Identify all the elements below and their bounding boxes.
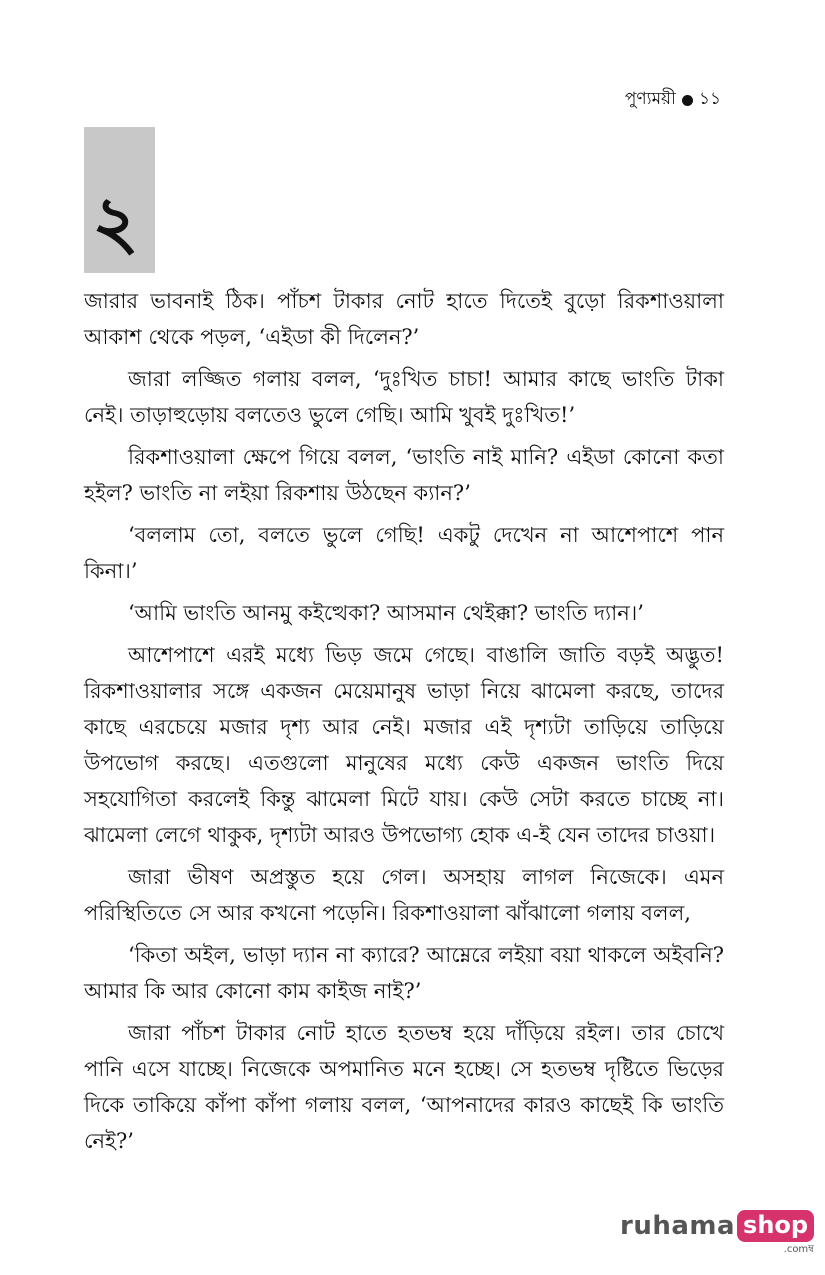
page-number: ১১ [698,89,721,109]
logo-domain: .comম্ব [783,1244,815,1255]
paragraph: জারার ভাবনাই ঠিক। পাঁচশ টাকার নোট হাতে দিতেই বুড়ো রিকশাওয়ালা আকাশ থেকে পড়ল, ‘এইডা কী দিলেন?’ [84,289,724,349]
running-header [625,86,721,114]
bullet-dot [682,95,693,106]
paragraph: জারা পাঁচশ টাকার নোট হাতে হতভম্ব হয়ে দাঁড়িয়ে রইল। তার চোখে পানি এসে যাচ্ছে। নিজেকে অপমানিত মনে হচ্ছে। সে হতভম্ব দৃষ্টিতে ভিড়ের দিকে তাকিয়ে কাঁপা কাঁপা গলায় বলল, ‘আপনাদের কারও কাছেই কি ভাংতি নেই?’ [84,1021,724,1153]
paragraph: জারা লজ্জিত গলায় বলল, ‘দুঃখিত চাচা! আমার কাছে ভাংতি টাকা নেই। তাড়াহুড়োয় বলতেও ভুলে গেছি। আমি খুবই দুঃখিত!’ [84,367,724,427]
paragraph: রিকশাওয়ালা ক্ষেপে গিয়ে বলল, ‘ভাংতি নাই মানি? এইডা কোনো কতা হইল? ভাংতি না লইয়া রিকশায় উঠছেন ক্যান?’ [84,445,724,505]
chapter-number: ২ [92,179,139,264]
paragraph: আশেপাশে এরই মধ্যে ভিড় জমে গেছে। বাঙালি জাতি বড়ই অদ্ভুত! রিকশাওয়ালার সঙ্গে একজন মেয়েমানুষ ভাড়া নিয়ে ঝামেলা করছে, তাদের কাছে এরচেয়ে মজার দৃশ্য আর নেই। মজার এই দৃশ্যটা তাড়িয়ে তাড়িয়ে উপভোগ করছে। এতগুলো মানুষের মধ্যে কেউ একজন ভাংতি দিয়ে সহযোগিতা করলেই কিন্তু ঝামেলা মিটে যায়। কেউ সেটা করতে চাচ্ছে না। ঝামেলা লেগে থাকুক, দৃশ্যটা আরও উপভোগ্য হোক এ-ই যেন তাদের চাওয়া। [84,643,724,847]
paragraph: জারা ভীষণ অপ্রস্তুত হয়ে গেল। অসহায় লাগল নিজেকে। এমন পরিস্থিতিতে সে আর কখনো পড়েনি। রিকশাওয়ালা ঝাঁঝালো গলায় বলল, [84,865,724,925]
logo-shop-wrap [737,1210,815,1255]
paragraph: ‘কিতা অইল, ভাড়া দ্যান না ক্যারে? আম্নেরে লইয়া বয়া থাকলে অইবনি? আমার কি আর কোনো কাম কাইজ নাই?’ [84,943,724,1003]
chapter-body [84,283,724,1165]
paragraph: ‘আমি ভাংতি আনমু কইত্থেকা? আসমান থেইক্কা? ভাংতি দ্যান।’ [128,601,644,625]
paragraph: ‘বললাম তো, বলতে ভুলে গেছি! একটু দেখেন না আশেপাশে পান কিনা।’ [84,523,724,583]
logo-text-left: ruhama [620,1211,736,1241]
book-title: পুণ্যময়ী [624,89,676,109]
watermark-logo [620,1210,815,1255]
logo-text-right: shop [737,1210,814,1242]
